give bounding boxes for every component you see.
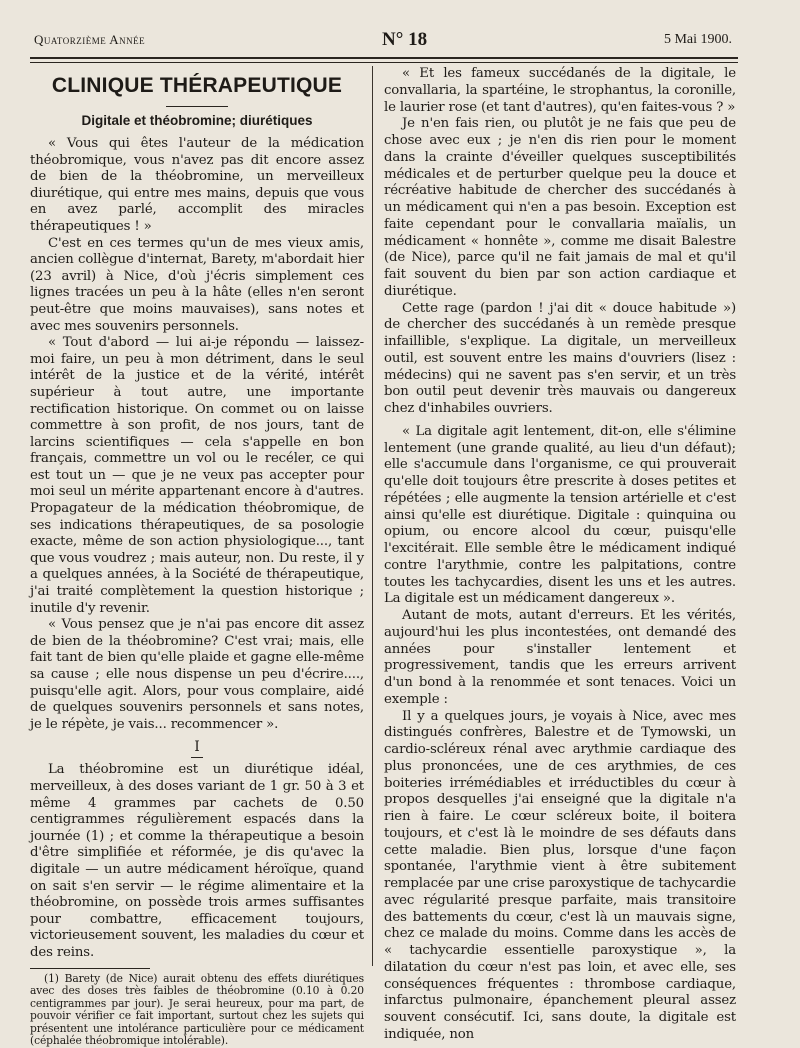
paragraph: « Et les fameux succédanés de la digitale, le convallaria, la spartéine, le strophantus, la coronille, le laurier rose (et tant d'autres), qu'en faites-vous ? » xyxy=(384,66,736,116)
header-issue-number: N° 18 xyxy=(382,29,427,51)
column-separator xyxy=(372,66,373,966)
paragraph: Il y a quelques jours, je voyais à Nice, avec mes distingués confrères, Balestre et de Tymowski, un cardio-scléreux rénal avec arythmie cardiaque des plus prononcées, une de ces arythmies, de ces boiteries irrémédiables et irréductibles du cœur à propos desquelles j'ai enseigné que la digitale n'a rien à faire. Le cœur scléreux boite, il boitera toujours, et c'est là le moindre de ses défauts dans cette maladie. Bien plus, lorsque d'une façon spontanée, l'arythmie vient à être subitement remplacée par une crise paroxystique de tachycardie avec régularité presque parfaite, mais transitoire des battements du cœur, c'est là un mauvais signe, chez ce malade du moins. Comme dans les accès de « tachycardie essentielle paroxystique », la dilatation du cœur n'est pas loin, et avec elle, ses conséquences fréquentes : thrombose cardiaque, infarctus pulmonaire, épanchement pleural assez souvent consécutif. Ici, sans doute, la digitale est indiquée, non xyxy=(384,709,736,1044)
footnote-text: (1) Barety (de Nice) aurait obtenu des effets diurétiques avec des doses très faibles de théobromine (0.10 à 0.20 centigrammes par jour). Je serai heureux, pour ma part, de pouvoir vérifier ce fait important, surtout chez les sujets qui présentent une intolérance particulière pour ce médicament (céphalée théobromique intolérable). xyxy=(30,973,364,1048)
article-subtitle: Digitale et théobromine; diurétiques xyxy=(30,113,364,128)
running-header xyxy=(34,26,732,54)
section-number: I xyxy=(30,739,364,755)
article-title: CLINIQUE THÉRAPEUTIQUE xyxy=(30,74,364,98)
section-rule xyxy=(191,757,203,758)
header-year: Quatorzième Année xyxy=(34,32,145,48)
header-date: 5 Mai 1900. xyxy=(664,32,732,48)
left-column xyxy=(30,62,364,1017)
paragraph: C'est en ces termes qu'un de mes vieux amis, ancien collègue d'internat, Barety, m'abordait hier (23 avril) à Nice, d'où j'écris simplement ces lignes tracées un peu à la hâte (elles n'en seront peut-être que moins mauvaises), sans notes et avec mes souvenirs personnels. xyxy=(30,236,364,336)
paragraph: Je n'en fais rien, ou plutôt je ne fais que peu de chose avec eux ; je n'en dis rien pour le moment dans la crainte d'éveiller quelques susceptibilités médicales et de perturber quelque peu la douce et récréative habitude de chercher des succédanés à un médicament qui n'en a pas besoin. Exception est faite cependant pour le convallaria maïalis, un médicament « honnête », comme me disait Balestre (de Nice), parce qu'il ne fait jamais de mal et qu'il fait souvent du bien par son action cardiaque et diurétique. xyxy=(384,116,736,300)
paragraph: Autant de mots, autant d'erreurs. Et les vérités, aujourd'hui les plus incontestées, ont demandé des années pour s'installer lentement et progressivement, tandis que les erreurs arrivent d'un bond à la renommée et sont tenaces. Voici un exemple : xyxy=(384,608,736,709)
title-rule xyxy=(166,106,228,107)
paragraph: « Tout d'abord — lui ai-je répondu — laissez-moi faire, un peu à mon détriment, dans le seul intérêt de la justice et de la vérité, intérêt supérieur à tout autre, une importante rectification historique. On commet ou on laisse commettre à son profit, de nos jours, tant de larcins scientifiques — cela s'appelle en bon français, commettre un vol ou le recéler, ce qui est tout un — que je ne veux pas accepter pour moi seul un mérite appartenant encore à d'autres. Propagateur de la médication théobromique, de ses indications thérapeutiques, de sa posologie exacte, même de son action physiologique..., tant que vous voudrez ; mais auteur, non. Du reste, il y a quelques années, à la Société de thérapeutique, j'ai traité complètement la question historique ; inutile d'y revenir. xyxy=(30,335,364,617)
paragraph: Cette rage (pardon ! j'ai dit « douce habitude ») de chercher des succédanés à un remède presque infaillible, s'explique. La digitale, un merveilleux outil, est souvent entre les mains d'ouvriers (lisez : médecins) qui ne savent pas s'en servir, et un très bon outil peut devenir très mauvais ou dangereux chez d'inhabiles ouvriers. xyxy=(384,301,736,418)
footnote-rule xyxy=(30,968,150,969)
paragraph: « Vous qui êtes l'auteur de la médication théobromique, vous n'avez pas dit encore assez de bien de la théobromine, un merveilleux diurétique, qui entre mes mains, depuis que vous en avez parlé, accomplit des miracles thérapeutiques ! » xyxy=(30,136,364,236)
paragraph: « La digitale agit lentement, dit-on, elle s'élimine lentement (une grande qualité, au lieu d'un défaut); elle s'accumule dans l'organisme, ce qui prouverait qu'elle doit toujours être prescrite à doses petites et répétées ; elle augmente la tension artérielle et c'est ainsi qu'elle est diurétique. Digitale : quinquina ou opium, ou encore alcool du cœur, puisqu'elle l'excitérait. Elle semble être le médicament indiqué contre l'arythmie, contre les palpitations, contre toutes les tachycardies, disent les uns et les autres. La digitale est un médicament dangereux ». xyxy=(384,424,736,608)
paragraph: « Vous pensez que je n'ai pas encore dit assez de bien de la théobromine? C'est vrai; mais, elle fait tant de bien qu'elle plaide et gagne elle-même sa cause ; elle nous dispense un peu d'écrire...., puisqu'elle agit. Alors, pour vous complaire, aidé de quelques souvenirs personnels et sans notes, je le répète, je vais... recommencer ». xyxy=(30,617,364,733)
paragraph: La théobromine est un diurétique idéal, merveilleux, à des doses variant de 1 gr. 50 à 3 et même 4 grammes par cachets de 0.50 centigrammes régulièrement espacés dans la journée (1) ; et comme la thérapeutique a besoin d'être simplifiée et réformée, je dis qu'avec la digitale — un autre médicament héroïque, quand on sait s'en servir — le régime alimentaire et la théobromine, on possède trois armes suffisantes pour combattre, efficacement toujours, victorieusement souvent, les maladies du cœur et des reins. xyxy=(30,762,364,961)
footnote xyxy=(30,973,364,1048)
right-column xyxy=(384,62,736,1017)
